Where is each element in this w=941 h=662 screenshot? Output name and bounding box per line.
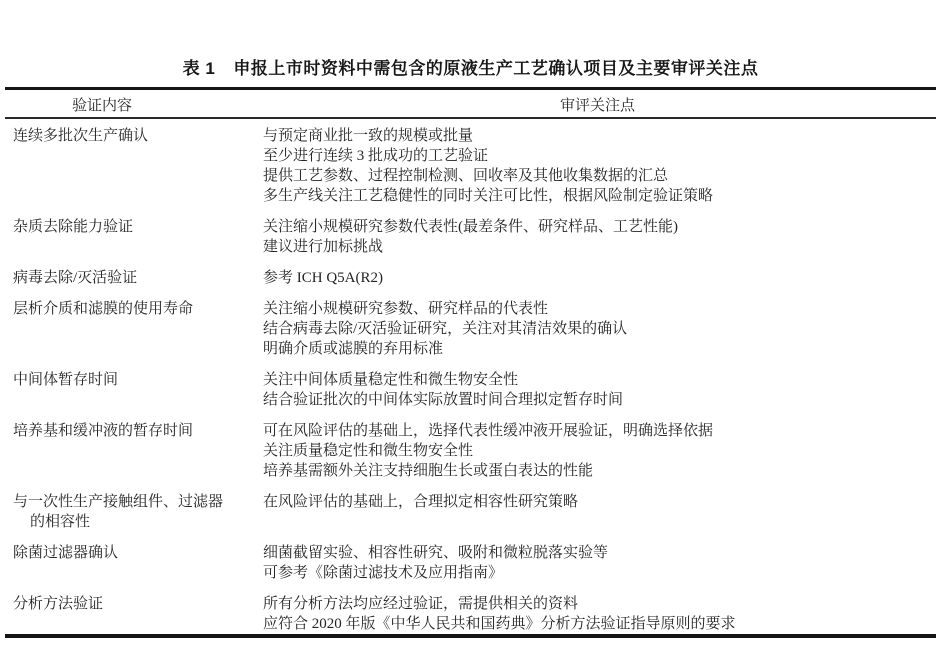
review-point-line: 至少进行连续 3 批成功的工艺验证 [263, 147, 489, 164]
validation-content-cell [13, 370, 263, 410]
review-point-line: 关注缩小规模研究参数、研究样品的代表性 [263, 300, 549, 317]
validation-content-cell [13, 217, 263, 257]
validation-content-cell [13, 299, 263, 359]
validation-content-line: 除菌过滤器确认 [13, 544, 119, 561]
review-point-line: 参考 ICH Q5A(R2) [263, 269, 383, 286]
validation-table [5, 87, 936, 638]
validation-content-line: 与一次性生产接触组件、过滤器 [13, 493, 224, 510]
validation-content-line: 杂质去除能力验证 [13, 218, 134, 235]
review-points-cell [263, 421, 936, 481]
table-row [5, 126, 936, 206]
review-point-line: 明确介质或滤膜的弃用标准 [263, 340, 444, 357]
review-point-line: 所有分析方法均应经过验证，需提供相关的资料 [263, 595, 579, 612]
validation-content-cell [13, 421, 263, 481]
review-point-line: 关注缩小规模研究参数代表性(最差条件、研究样品、工艺性能) [263, 218, 678, 235]
validation-content-cell [13, 543, 263, 583]
review-point-line: 结合病毒去除/灭活验证研究，关注对其清洁效果的确认 [263, 320, 628, 337]
review-points-cell [263, 370, 936, 410]
review-points-cell [263, 492, 936, 532]
table-row [5, 268, 936, 288]
review-point-line: 培养基需额外关注支持细胞生长或蛋白表达的性能 [263, 462, 594, 479]
review-points-cell [263, 543, 936, 583]
table-caption-text: 申报上市时资料中需包含的原液生产工艺确认项目及主要审评关注点 [233, 59, 759, 78]
validation-content-line: 病毒去除/灭活验证 [13, 269, 138, 286]
validation-content-line: 分析方法验证 [13, 595, 104, 612]
review-point-line: 多生产线关注工艺稳健性的同时关注可比性，根据风险制定验证策略 [263, 187, 714, 204]
table-row [5, 370, 936, 410]
review-point-line: 细菌截留实验、相容性研究、吸附和微粒脱落实验等 [263, 544, 609, 561]
table-header-row [5, 90, 936, 117]
validation-content-line: 层析介质和滤膜的使用寿命 [13, 300, 194, 317]
review-point-line: 结合验证批次的中间体实际放置时间合理拟定暂存时间 [263, 391, 624, 408]
review-point-line: 可参考《除菌过滤技术及应用指南》 [263, 564, 504, 581]
validation-content-line: 培养基和缓冲液的暂存时间 [13, 422, 194, 439]
table-caption-label: 表 1 [182, 59, 216, 78]
review-point-line: 可在风险评估的基础上，选择代表性缓冲液开展验证，明确选择依据 [263, 422, 714, 439]
table-bottom-rule [5, 634, 936, 638]
validation-content-cell [13, 492, 263, 532]
review-points-cell [263, 594, 936, 634]
review-point-line: 建议进行加标挑战 [263, 238, 384, 255]
review-point-line: 与预定商业批一致的规模或批量 [263, 127, 474, 144]
review-point-line: 关注中间体质量稳定性和微生物安全性 [263, 371, 519, 388]
table-row [5, 299, 936, 359]
review-points-cell [263, 268, 936, 288]
validation-content-cell [13, 594, 263, 634]
validation-content-cell [13, 268, 263, 288]
review-point-line: 提供工艺参数、过程控制检测、回收率及其他收集数据的汇总 [263, 167, 669, 184]
table-row [5, 543, 936, 583]
table-caption [0, 0, 941, 87]
review-point-line: 在风险评估的基础上，合理拟定相容性研究策略 [263, 493, 579, 510]
column-header-validation-content: 验证内容 [72, 98, 133, 114]
column-header-review-points: 审评关注点 [560, 98, 636, 114]
validation-content-line: 的相容性 [30, 513, 91, 530]
validation-content-line: 连续多批次生产确认 [13, 127, 149, 144]
review-points-cell [263, 217, 936, 257]
validation-content-line: 中间体暂存时间 [13, 371, 119, 388]
review-points-cell [263, 126, 936, 206]
table-body [5, 119, 936, 634]
review-point-line: 关注质量稳定性和微生物安全性 [263, 442, 474, 459]
review-points-cell [263, 299, 936, 359]
table-row [5, 421, 936, 481]
review-point-line: 应符合 2020 年版《中华人民共和国药典》分析方法验证指导原则的要求 [263, 615, 736, 632]
table-row [5, 594, 936, 634]
validation-content-cell [13, 126, 263, 206]
table-row [5, 217, 936, 257]
table-row [5, 492, 936, 532]
